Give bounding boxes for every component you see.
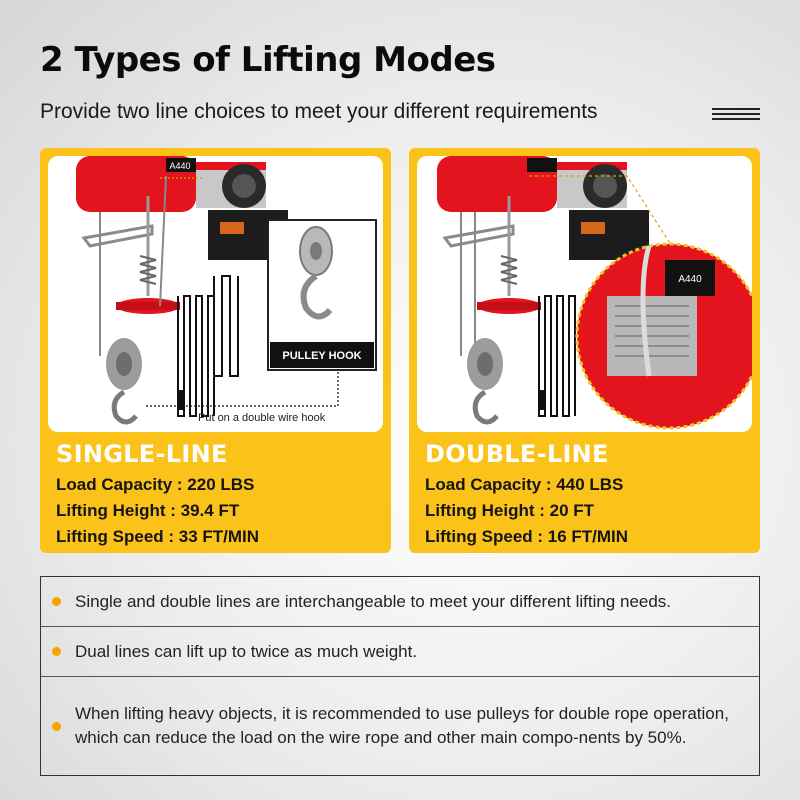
double-lifting-height: Lifting Height : 20 FT [425, 501, 595, 520]
single-load-capacity: Load Capacity : 220 LBS [56, 475, 255, 494]
bullet-icon [52, 647, 61, 656]
double-lifting-speed: Lifting Speed : 16 FT/MIN [425, 527, 629, 546]
double-line-heading: DOUBLE-LINE [425, 440, 609, 468]
notes-box [40, 576, 760, 776]
single-line-heading: SINGLE-LINE [56, 440, 228, 468]
page-subtitle: Provide two line choices to meet your different requirements [40, 100, 598, 123]
bullet-icon [52, 722, 61, 731]
magnified-model-badge: A440 [678, 274, 702, 285]
menu-lines-icon [712, 108, 760, 120]
note-item [41, 677, 759, 775]
single-line-card [40, 148, 391, 553]
note-item [41, 577, 759, 627]
double-line-card [409, 148, 760, 553]
model-badge: A440 [169, 161, 191, 171]
note-text: When lifting heavy objects, it is recommended to use pulleys for double rope operation, which can reduce the load on the wire rope and other main compo-nents by 50%. [75, 704, 729, 747]
double-load-capacity: Load Capacity : 440 LBS [425, 475, 624, 494]
note-item [41, 627, 759, 677]
single-lifting-speed: Lifting Speed : 33 FT/MIN [56, 527, 260, 546]
single-lifting-height: Lifting Height : 39.4 FT [56, 501, 240, 520]
double-line-hoist-image [417, 156, 752, 432]
note-text: Single and double lines are interchangeable to meet your different lifting needs. [75, 591, 672, 611]
single-line-hoist-image [48, 156, 383, 432]
bullet-icon [52, 597, 61, 606]
page-title: 2 Types of Lifting Modes [40, 40, 496, 80]
double-wire-hook-annotation: Put on a double wire hook [198, 412, 326, 424]
note-text: Dual lines can lift up to twice as much weight. [75, 641, 418, 661]
pulley-hook-label: PULLEY HOOK [282, 350, 362, 362]
